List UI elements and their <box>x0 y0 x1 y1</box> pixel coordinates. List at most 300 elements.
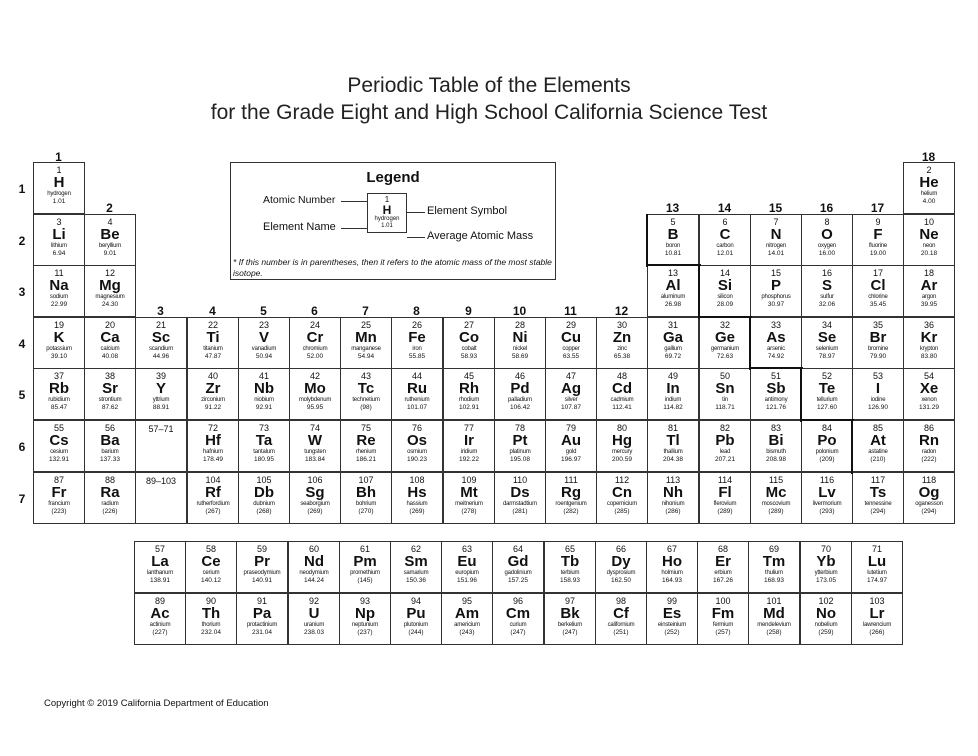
element-mass: 10.81 <box>664 250 682 257</box>
actinide-cell-md <box>748 593 800 645</box>
element-number: 6 <box>722 217 728 227</box>
element-number: 17 <box>872 268 883 278</box>
element-mass: 158.93 <box>560 577 580 584</box>
element-mass: 174.97 <box>867 577 887 584</box>
element-number: 25 <box>360 320 371 330</box>
element-name: lithium <box>51 243 67 249</box>
element-mass: 6.94 <box>52 250 66 257</box>
element-number: 9 <box>875 217 881 227</box>
group-number-15: 15 <box>768 201 783 215</box>
element-number: 31 <box>667 320 678 330</box>
element-symbol: Xe <box>919 380 939 397</box>
element-name: oganesson <box>915 501 943 507</box>
element-mass: 208.98 <box>766 456 786 463</box>
element-symbol: Md <box>763 605 785 622</box>
element-cell-rn <box>903 420 955 472</box>
element-symbol: Sr <box>102 380 118 397</box>
element-cell-na <box>33 265 85 317</box>
element-name: ytterbium <box>814 570 838 576</box>
element-symbol: Pu <box>406 605 426 622</box>
element-number: 103 <box>869 596 885 606</box>
period-number-3: 3 <box>18 285 26 299</box>
element-symbol: Mt <box>460 484 478 501</box>
element-name: technetium <box>352 397 380 403</box>
element-cell-hg <box>596 420 648 472</box>
lanthanide-placeholder: 57–71 <box>135 420 187 472</box>
element-symbol: Fl <box>718 484 732 501</box>
legend-sample-symbol: H <box>382 203 392 217</box>
title-line-1: Periodic Table of the Elements <box>347 74 631 97</box>
element-name: neptunium <box>351 622 379 628</box>
element-number: 114 <box>717 475 733 485</box>
element-symbol: Ir <box>463 432 474 449</box>
metalloid-boundary-segment <box>698 265 700 319</box>
group-number-8: 8 <box>413 304 420 318</box>
element-mass: (244) <box>408 629 424 636</box>
element-symbol: Tc <box>357 380 375 397</box>
element-name: phosphorus <box>761 294 791 300</box>
lanthanide-cell-gd <box>492 541 544 593</box>
element-name: beryllium <box>98 243 122 249</box>
element-symbol: Nh <box>663 484 683 501</box>
element-symbol: Cf <box>613 605 629 622</box>
element-mass: 164.93 <box>662 577 682 584</box>
element-number: 66 <box>615 544 626 554</box>
actinide-placeholder: 89–103 <box>135 472 187 524</box>
element-name: nickel <box>512 346 528 352</box>
element-mass: 26.98 <box>664 301 682 308</box>
lanthanide-cell-ce <box>185 541 237 593</box>
element-number: 88 <box>104 475 115 485</box>
element-symbol: N <box>770 226 782 243</box>
element-cell-os <box>391 420 443 472</box>
period-number-5: 5 <box>18 388 26 402</box>
element-symbol: Cm <box>505 605 531 622</box>
element-number: 105 <box>256 475 272 485</box>
element-number: 36 <box>923 320 934 330</box>
element-mass: (269) <box>307 508 323 515</box>
element-cell-cu <box>545 317 597 369</box>
element-name: plutonium <box>403 622 429 628</box>
element-cell-li <box>33 214 85 266</box>
element-symbol: Ra <box>100 484 120 501</box>
element-name: selenium <box>815 346 839 352</box>
element-number: 113 <box>665 475 681 485</box>
element-name: yttrium <box>152 397 170 403</box>
group-number-4: 4 <box>209 304 216 318</box>
actinide-cell-fm <box>697 593 749 645</box>
element-number: 87 <box>53 475 64 485</box>
element-mass: 192.22 <box>459 456 479 463</box>
element-symbol: Ca <box>100 329 120 346</box>
element-cell-ta <box>238 420 290 472</box>
element-cell-xe <box>903 368 955 420</box>
metalloid-boundary-segment <box>647 264 701 266</box>
element-name: tungsten <box>304 449 326 455</box>
actinide-cell-u <box>288 593 340 645</box>
element-cell-pb <box>699 420 751 472</box>
element-mass: (237) <box>357 629 373 636</box>
element-mass: 44.96 <box>152 353 170 360</box>
element-cell-bi <box>750 420 802 472</box>
element-mass: 151.96 <box>457 577 477 584</box>
element-cell-k <box>33 317 85 369</box>
element-number: 33 <box>770 320 781 330</box>
element-mass: (247) <box>562 629 578 636</box>
element-number: 16 <box>821 268 832 278</box>
element-mass: 20.18 <box>920 250 938 257</box>
element-name: americium <box>454 622 480 628</box>
element-name: sulfur <box>820 294 834 300</box>
element-symbol: Fe <box>408 329 426 346</box>
element-cell-br <box>852 317 904 369</box>
element-symbol: Ba <box>100 432 120 449</box>
element-name: bromine <box>867 346 889 352</box>
metalloid-boundary-segment <box>749 317 751 370</box>
actinide-cell-cm <box>492 593 544 645</box>
element-cell-mt <box>443 472 495 524</box>
title-line-2: for the Grade Eight and High School California Science Test <box>210 101 768 124</box>
element-number: 41 <box>258 371 269 381</box>
element-symbol: Rh <box>459 380 479 397</box>
group-number-6: 6 <box>311 304 318 318</box>
element-number: 27 <box>463 320 474 330</box>
element-mass: 91.22 <box>204 404 222 411</box>
element-name: hafnium <box>203 449 223 455</box>
element-name: helium <box>920 191 938 197</box>
element-mass: 168.93 <box>764 577 784 584</box>
element-cell-sn <box>699 368 751 420</box>
element-number: 91 <box>256 596 267 606</box>
element-symbol: Hf <box>205 432 221 449</box>
element-mass: 4.00 <box>922 198 936 205</box>
element-symbol: Gd <box>507 553 529 570</box>
element-number: 68 <box>717 544 728 554</box>
element-cell-ar <box>903 265 955 317</box>
element-number: 43 <box>360 371 371 381</box>
element-number: 13 <box>667 268 678 278</box>
element-number: 29 <box>565 320 576 330</box>
element-mass: (268) <box>256 508 272 515</box>
lanthanide-cell-sm <box>390 541 442 593</box>
actinide-cell-no <box>800 593 852 645</box>
element-symbol: Bk <box>560 605 580 622</box>
element-mass: 231.04 <box>252 629 272 636</box>
element-name: europium <box>455 570 479 576</box>
element-name: hassium <box>406 501 428 507</box>
element-cell-sg <box>289 472 341 524</box>
element-name: darmstadtium <box>503 501 537 507</box>
element-cell-h <box>33 162 85 214</box>
element-symbol: Hg <box>612 432 632 449</box>
element-name: radon <box>921 449 937 455</box>
element-cell-si <box>699 265 751 317</box>
element-symbol: Pm <box>353 553 377 570</box>
element-cell-se <box>801 317 853 369</box>
element-symbol: Li <box>52 226 66 243</box>
element-mass: (281) <box>512 508 528 515</box>
element-symbol: Er <box>715 553 731 570</box>
element-name: chromium <box>302 346 328 352</box>
element-symbol: Og <box>918 484 940 501</box>
element-mass: 40.08 <box>101 353 119 360</box>
element-name: uranium <box>303 622 325 628</box>
element-symbol: H <box>53 174 65 191</box>
element-mass: (267) <box>205 508 221 515</box>
element-name: scandium <box>148 346 174 352</box>
element-cell-rf <box>187 472 239 524</box>
element-mass: 14.01 <box>767 250 785 257</box>
element-symbol: Ho <box>662 553 682 570</box>
element-cell-bh <box>340 472 392 524</box>
element-number: 64 <box>512 544 523 554</box>
element-number: 92 <box>308 596 319 606</box>
element-mass: 196.97 <box>561 456 581 463</box>
element-symbol: Dy <box>611 553 631 570</box>
element-symbol: S <box>821 277 832 294</box>
element-name: cobalt <box>461 346 477 352</box>
element-number: 57 <box>154 544 165 554</box>
element-symbol: Sc <box>151 329 171 346</box>
element-number: 56 <box>104 423 115 433</box>
element-number: 83 <box>770 423 781 433</box>
element-number: 39 <box>155 371 166 381</box>
element-name: rhenium <box>355 449 377 455</box>
element-number: 93 <box>359 596 370 606</box>
element-number: 46 <box>514 371 525 381</box>
element-symbol: P <box>770 277 781 294</box>
element-mass: 207.21 <box>715 456 735 463</box>
element-number: 61 <box>359 544 370 554</box>
element-name: molybdenum <box>298 397 332 403</box>
element-number: 75 <box>360 423 371 433</box>
element-number: 52 <box>821 371 832 381</box>
element-cell-cl <box>852 265 904 317</box>
element-mass: 195.08 <box>510 456 530 463</box>
element-number: 82 <box>719 423 730 433</box>
element-cell-sb <box>750 368 802 420</box>
element-name: curium <box>509 622 527 628</box>
element-symbol: Ds <box>510 484 530 501</box>
actinide-cell-lr <box>851 593 903 645</box>
element-cell-ge <box>699 317 751 369</box>
lanthanide-cell-lu <box>851 541 903 593</box>
element-name: promethium <box>350 570 380 576</box>
element-mass: 121.76 <box>766 404 786 411</box>
element-mass: 83.80 <box>920 353 938 360</box>
element-cell-b <box>647 214 699 266</box>
element-cell-ru <box>391 368 443 420</box>
element-mass: 157.25 <box>508 577 528 584</box>
group-number-1: 1 <box>55 150 62 164</box>
element-number: 54 <box>923 371 934 381</box>
element-mass: 132.91 <box>49 456 69 463</box>
element-number: 30 <box>616 320 627 330</box>
element-name: titanium <box>203 346 223 352</box>
element-name: aluminum <box>660 294 686 300</box>
element-mass: (210) <box>870 456 886 463</box>
element-name: magnesium <box>95 294 125 300</box>
element-symbol: Ru <box>407 380 427 397</box>
element-mass: (257) <box>715 629 731 636</box>
element-mass: 204.38 <box>663 456 683 463</box>
element-cell-c <box>699 214 751 266</box>
element-name: polonium <box>815 449 839 455</box>
element-number: 62 <box>410 544 421 554</box>
actinide-cell-bk <box>544 593 596 645</box>
element-mass: 22.99 <box>50 301 68 308</box>
element-mass: 39.95 <box>920 301 938 308</box>
legend-sample-name: hydrogen <box>374 216 400 222</box>
legend-element-name-label: Element Name <box>263 221 336 233</box>
element-number: 21 <box>155 320 166 330</box>
element-number: 37 <box>53 371 64 381</box>
element-mass: (286) <box>665 508 681 515</box>
element-mass: (282) <box>563 508 579 515</box>
element-mass: 85.47 <box>50 404 68 411</box>
element-number: 96 <box>512 596 523 606</box>
element-cell-sr <box>84 368 136 420</box>
element-mass: 101.07 <box>407 404 427 411</box>
element-number: 112 <box>614 475 630 485</box>
element-cell-ne <box>903 214 955 266</box>
element-number: 98 <box>615 596 626 606</box>
element-cell-tl <box>647 420 699 472</box>
element-mass: 126.90 <box>868 404 888 411</box>
element-symbol: Pa <box>252 605 272 622</box>
element-mass: 47.87 <box>204 353 222 360</box>
element-symbol: Cu <box>561 329 581 346</box>
element-name: cerium <box>202 570 220 576</box>
lanthanide-cell-la <box>134 541 186 593</box>
metalloid-boundary-segment <box>851 420 853 474</box>
element-symbol: Re <box>356 432 376 449</box>
element-number: 80 <box>616 423 627 433</box>
element-mass: 1.01 <box>52 198 66 205</box>
element-symbol: C <box>719 226 731 243</box>
element-number: 11 <box>54 268 64 278</box>
element-number: 78 <box>514 423 525 433</box>
element-mass: (285) <box>614 508 630 515</box>
element-cell-f <box>852 214 904 266</box>
element-cell-he <box>903 162 955 214</box>
actinide-cell-pa <box>236 593 288 645</box>
element-number: 94 <box>410 596 421 606</box>
element-cell-be <box>84 214 136 266</box>
element-name: manganese <box>351 346 381 352</box>
element-symbol: F <box>873 226 883 243</box>
element-cell-pt <box>494 420 546 472</box>
element-symbol: Cd <box>612 380 632 397</box>
element-cell-ra <box>84 472 136 524</box>
element-number: 111 <box>564 475 578 485</box>
element-symbol: Ga <box>662 329 683 346</box>
legend-title: Legend <box>366 169 420 186</box>
element-symbol: Ts <box>869 484 887 501</box>
element-number: 81 <box>667 423 678 433</box>
element-symbol: Sn <box>715 380 735 397</box>
element-symbol: Os <box>406 432 427 449</box>
element-symbol: B <box>667 226 679 243</box>
element-symbol: Yb <box>816 553 836 570</box>
element-cell-zr <box>187 368 239 420</box>
element-symbol: Nb <box>254 380 274 397</box>
element-name: tin <box>722 397 728 403</box>
element-mass: 58.93 <box>460 353 478 360</box>
element-name: radium <box>101 501 119 507</box>
element-symbol: Hs <box>407 484 427 501</box>
element-cell-ts <box>852 472 904 524</box>
element-cell-co <box>443 317 495 369</box>
element-number: 2 <box>926 165 932 175</box>
element-number: 89 <box>154 596 165 606</box>
element-symbol: He <box>919 174 939 191</box>
element-mass: 180.95 <box>254 456 274 463</box>
element-mass: 65.38 <box>613 353 631 360</box>
element-cell-au <box>545 420 597 472</box>
element-number: 59 <box>256 544 267 554</box>
element-number: 15 <box>770 268 781 278</box>
element-name: ruthenium <box>404 397 430 403</box>
element-number: 115 <box>768 475 784 485</box>
group-number-2: 2 <box>106 201 113 215</box>
lanthanide-cell-yb <box>800 541 852 593</box>
element-cell-fr <box>33 472 85 524</box>
group-number-12: 12 <box>614 304 629 318</box>
element-symbol: Lv <box>818 484 836 501</box>
element-name: praseodymium <box>243 570 281 576</box>
period-number-4: 4 <box>18 337 26 351</box>
element-symbol: Sm <box>404 553 428 570</box>
element-cell-ir <box>443 420 495 472</box>
element-mass: (289) <box>717 508 733 515</box>
element-mass: (227) <box>152 629 168 636</box>
element-symbol: Kr <box>920 329 938 346</box>
lanthanide-cell-er <box>697 541 749 593</box>
element-number: 7 <box>773 217 779 227</box>
period-number-6: 6 <box>18 440 26 454</box>
legend-average-mass-label: Average Atomic Mass <box>427 230 534 242</box>
element-symbol: Bh <box>356 484 376 501</box>
element-number: 108 <box>409 475 425 485</box>
element-symbol: Al <box>665 277 681 294</box>
element-name: strontium <box>98 397 122 403</box>
element-mass: 183.84 <box>305 456 325 463</box>
element-name: barium <box>101 449 119 455</box>
element-number: 69 <box>768 544 779 554</box>
element-number: 58 <box>205 544 216 554</box>
element-name: iodine <box>870 397 886 403</box>
element-symbol: Am <box>454 605 480 622</box>
element-mass: (226) <box>102 508 118 515</box>
legend-element-symbol-label: Element Symbol <box>427 205 508 217</box>
element-mass: 137.33 <box>100 456 120 463</box>
element-number: 47 <box>565 371 576 381</box>
element-name: hydrogen <box>47 191 71 197</box>
element-mass: 114.82 <box>663 404 683 411</box>
element-symbol: I <box>875 380 881 397</box>
element-mass: 232.04 <box>201 629 221 636</box>
element-number: 38 <box>104 371 115 381</box>
actinide-cell-es <box>646 593 698 645</box>
element-symbol: Zn <box>612 329 632 346</box>
element-symbol: Ce <box>201 553 221 570</box>
element-cell-fe <box>391 317 443 369</box>
element-number: 24 <box>309 320 320 330</box>
element-mass: 35.45 <box>869 301 887 308</box>
element-cell-mg <box>84 265 136 317</box>
element-mass: 32.06 <box>818 301 836 308</box>
